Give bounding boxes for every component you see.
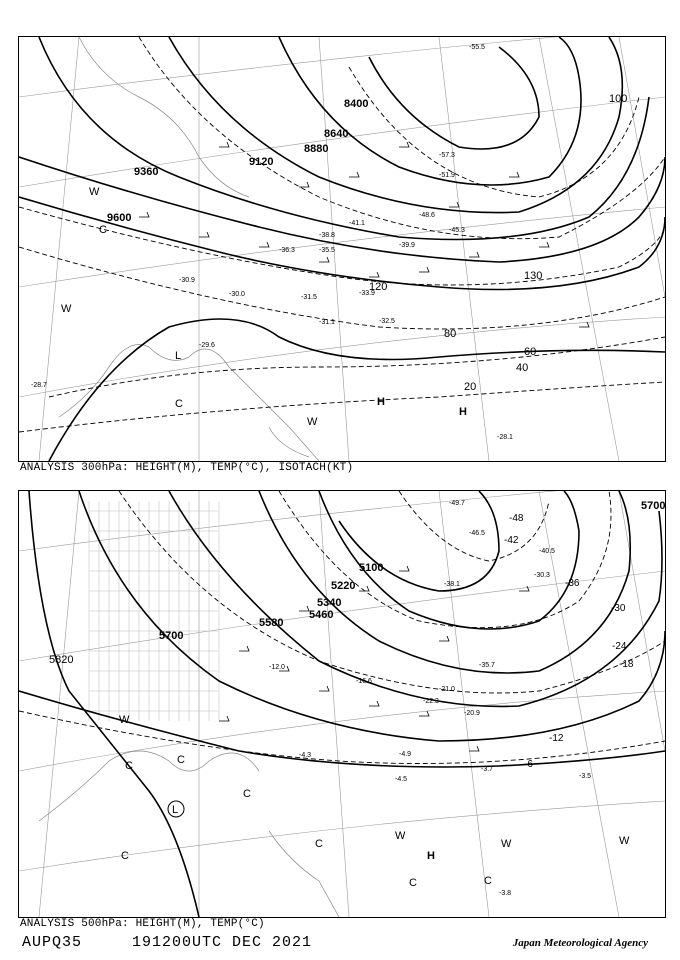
cold-center-marker: C <box>175 398 183 410</box>
height-label: 5580 <box>259 617 284 629</box>
height-label: 5220 <box>331 580 356 592</box>
temp-label: -55.5 <box>469 44 485 51</box>
low-center-marker: L <box>175 350 182 362</box>
isotherm-label: -12 <box>549 733 564 744</box>
isotherm-label: -30 <box>611 603 626 614</box>
temp-label: -38.1 <box>444 581 460 588</box>
high-center-marker: H <box>377 396 385 408</box>
temp-label: -28.1 <box>497 434 513 441</box>
chart-identifier <box>22 934 312 951</box>
isotach-label: 60 <box>524 346 537 358</box>
warm-center-marker: W <box>501 838 512 850</box>
temp-label: -30.9 <box>179 277 195 284</box>
isotherm-labels <box>504 513 634 770</box>
temp-label: -36.3 <box>279 247 295 254</box>
height-label: 5700 <box>159 630 184 642</box>
lower-panel-caption: ANALYSIS 500hPa: HEIGHT(M), TEMP(°C) <box>20 918 265 930</box>
temp-label: -28.7 <box>31 382 47 389</box>
height-label: 5100 <box>359 562 384 574</box>
height-label: 5340 <box>317 597 342 609</box>
isotach-label: 130 <box>524 270 543 282</box>
isotherm-label: -48 <box>509 513 524 524</box>
map-300hpa-canvas <box>19 37 665 461</box>
valid-time: 191200UTC DEC 2021 <box>132 934 313 951</box>
isotherm-label: -42 <box>504 535 519 546</box>
isotach-lines <box>19 37 665 432</box>
temp-label: -41.1 <box>349 220 365 227</box>
temp-label: -16.6 <box>356 678 372 685</box>
cold-center-marker: C <box>121 850 129 862</box>
isotach-label: 120 <box>369 281 388 293</box>
temp-label: -4.3 <box>299 752 312 759</box>
map-500hpa <box>18 490 666 918</box>
temp-label: -31.1 <box>319 319 335 326</box>
height-label: 8640 <box>324 128 349 140</box>
temp-label: -39.9 <box>399 242 415 249</box>
warm-center-marker: W <box>395 830 406 842</box>
height-label: 5700 <box>641 500 665 512</box>
isotherm-label: -6 <box>524 759 533 770</box>
temp-label: -57.3 <box>439 152 455 159</box>
isotach-label: 20 <box>464 381 477 393</box>
cold-center-marker: C <box>409 877 417 889</box>
height-label: 9120 <box>249 156 274 168</box>
graticule <box>19 491 665 917</box>
isotach-label: 80 <box>444 328 457 340</box>
temp-label: -30.0 <box>229 291 245 298</box>
isotherm-label: -36 <box>565 578 580 589</box>
temp-label: -22.3 <box>423 698 439 705</box>
height-label: 5460 <box>309 609 334 621</box>
warm-center-marker: W <box>89 186 100 198</box>
height-label: 9360 <box>134 166 159 178</box>
cold-center-marker: C <box>243 788 251 800</box>
temp-label: -29.6 <box>199 342 215 349</box>
high-center-marker: H <box>427 850 435 862</box>
height-label: 5820 <box>49 654 74 666</box>
cold-center-marker: C <box>99 224 107 236</box>
chart-id: AUPQ35 <box>22 934 83 951</box>
isotach-label: 40 <box>516 362 529 374</box>
graticule <box>19 37 665 461</box>
temp-label: -35.5 <box>319 247 335 254</box>
coastlines <box>39 751 339 917</box>
temp-label: -30.3 <box>534 572 550 579</box>
cold-center-marker: C <box>125 760 133 772</box>
temp-label: -38.8 <box>319 232 335 239</box>
temp-label: -4.9 <box>399 751 412 758</box>
cold-center-marker: C <box>484 875 492 887</box>
isotherm-lines <box>19 491 665 764</box>
agency-name: Japan Meteorological Agency <box>512 937 648 949</box>
temp-label: -4.5 <box>395 776 408 783</box>
warm-center-marker: W <box>619 835 630 847</box>
temp-label: -32.5 <box>379 318 395 325</box>
temp-label: -3.8 <box>499 890 512 897</box>
wind-barbs <box>219 566 529 751</box>
temp-label: -49.7 <box>449 500 465 507</box>
height-label: 8880 <box>304 143 329 155</box>
cold-center-marker: C <box>315 838 323 850</box>
warm-center-marker: W <box>61 303 72 315</box>
temp-label: -12.0 <box>269 664 285 671</box>
warm-center-marker: W <box>307 416 318 428</box>
height-contours <box>19 491 665 917</box>
map-300hpa <box>18 36 666 462</box>
low-center-marker: L <box>172 804 179 816</box>
height-label: 9600 <box>107 212 132 224</box>
temp-label: -20.9 <box>464 710 480 717</box>
high-center-marker: H <box>459 406 467 418</box>
warm-center-marker: W <box>119 714 130 726</box>
height-contours <box>19 37 665 461</box>
temp-label: -35.7 <box>479 662 495 669</box>
temp-label: -21.0 <box>439 686 455 693</box>
temp-label: -51.9 <box>439 172 455 179</box>
temp-label: -3.7 <box>481 766 494 773</box>
height-label: 8400 <box>344 98 369 110</box>
isotach-label: 100 <box>609 93 628 105</box>
temp-label: -46.5 <box>469 530 485 537</box>
cold-center-marker: C <box>177 754 185 766</box>
map-500hpa-canvas <box>19 491 665 917</box>
temp-label: -48.6 <box>419 212 435 219</box>
isotherm-label: -24 <box>612 641 627 652</box>
temp-label: -3.5 <box>579 773 592 780</box>
isotherm-label: -18 <box>619 659 634 670</box>
temp-label: -40.5 <box>539 548 555 555</box>
temp-label: -33.9 <box>359 290 375 297</box>
temp-label: -31.5 <box>301 294 317 301</box>
upper-panel-caption: ANALYSIS 300hPa: HEIGHT(M), TEMP(°C), ISOTACH(KT) <box>20 462 354 474</box>
temp-label: -45.3 <box>449 227 465 234</box>
